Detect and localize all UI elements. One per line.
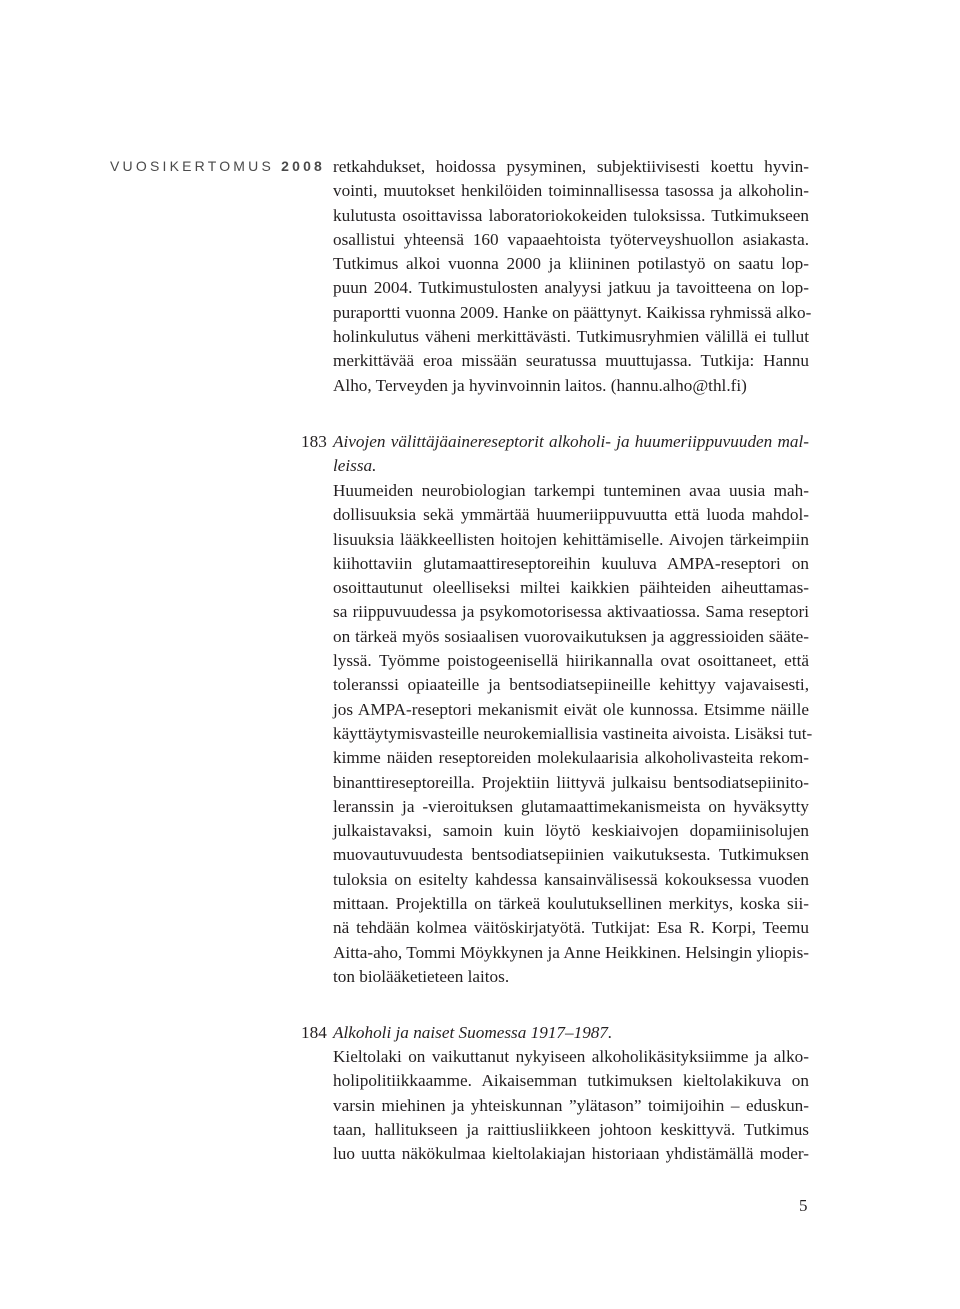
entry-183-line: on tärkeä myös sosiaalisen vuorovaikutuksen ja aggressioiden säätе- [333, 626, 809, 646]
entry-183-line: käyttäytymisvasteille neurokemiallisia vastineita aivoista. Lisäksi tut- [333, 723, 813, 743]
entry-184-line: varsin miehinen ja yhteiskunnan ”ylätason” toimijoihin – eduskun- [333, 1095, 809, 1115]
page-number: 5 [799, 1196, 808, 1215]
entry-183-line: osoittautunut oleelliseksi miltei kaikkien päihteiden aiheuttamas- [333, 578, 809, 598]
entry-183-line: kiihottaviin glutamaattireseptoreihin kuuluva AMPA-reseptori on [333, 553, 809, 573]
intro-line: vointi, muutokset henkilöiden toiminnallisessa tasossa ja alkoholin- [333, 181, 809, 201]
entry-183-line: nä tehdään kolmea väitöskirjatyötä. Tutkijat: Esa R. Korpi, Teemu [333, 918, 809, 938]
entry-183-line: dollisuuksia sekä ymmärtää huumeriippuvuutta että luoda mahdol- [333, 505, 809, 525]
running-head-title: VUOSIKERTOMUS [110, 158, 274, 174]
intro-line: retkahdukset, hoidossa pysyminen, subjektiivisesti koettu hyvin- [333, 157, 809, 176]
entry-183-title [333, 430, 809, 479]
entry-183-body [333, 479, 813, 989]
running-head-year: 2008 [281, 158, 326, 174]
intro-line: Tutkimus alkoi vuonna 2000 ja kliininen potilastyö on saatu lop- [333, 254, 809, 274]
entry-183-line: binanttireseptoreilla. Projektiin liittyvä julkaisu bentsodiatsepiinito- [333, 772, 809, 792]
intro-line: puun 2004. Tutkimustulosten analyysi jatkuu ja tavoitteena on lop- [333, 278, 809, 298]
entry-184-number: 184 [301, 1023, 327, 1042]
entry-184-line: taan, hallitukseen ja raittiusliikkeen johtoon keskittyvä. Tutkimus [333, 1119, 809, 1139]
entry-183-line: muovautuvuudesta bentsodiatsepiinien vaikutuksesta. Tutkimuksen [333, 845, 809, 865]
entry-184-body [333, 1045, 809, 1166]
entry-183-line: Huumeiden neurobiologian tarkempi tunteminen avaa uusia mah- [333, 481, 809, 500]
intro-line: Alho, Terveyden ja hyvinvoinnin laitos. (hannu.alho@thl.fi) [333, 375, 747, 395]
running-head [110, 158, 325, 174]
entry-183-line: Aitta-aho, Tommi Möykkynen ja Anne Heikkinen. Helsingin yliopis- [333, 942, 809, 962]
intro-line: osallistui yhteensä 160 vapaaehtoista työterveyshuollon asiakasta. [333, 229, 809, 249]
entry-183-line: tuloksia on esitelty kahdessa kansainvälisessä kokouksessa vuoden [333, 869, 809, 889]
entry-183-line: lyssä. Työmme poistogeenisellä hiirikannalla ovat osoittaneet, että [333, 651, 809, 671]
entry-184-line: luo uutta näkökulmaa kieltolakiajan historiaan yhdistämällä moder- [333, 1144, 809, 1164]
intro-line: puraportti vuonna 2009. Hanke on päättynyt. Kaikissa ryhmissä alko- [333, 302, 812, 322]
intro-line: merkittävää eroa missään seuratussa muuttujassa. Tutkija: Hannu [333, 351, 809, 371]
entry-183-title-line: leissa. [333, 456, 377, 476]
entry-184-title-line: Alkoholi ja naiset Suomessa 1917–1987. [333, 1023, 613, 1042]
entry-183-line: ton biolääketieteen laitos. [333, 966, 510, 986]
entry-183-line: jos AMPA-reseptori mekanismit eivät ole kunnossa. Etsimme näille [333, 699, 809, 719]
entry-183-line: kimme näiden reseptoreiden molekulaarisia alkoholivasteita rekom- [333, 748, 809, 768]
entry-183-line: julkaistavaksi, samoin kuin löytö keskiaivojen dopamiinisolujen [333, 821, 809, 841]
entry-183-line: toleranssi opiaateille ja bentsodiatsepiineille kehittyy vajavaisesti, [333, 675, 809, 695]
entry-183-title-line: Aivojen välittäjäainereseptorit alkoholi- ja huumeriippuvuuden mal- [333, 432, 809, 451]
entry-183-line: lisuuksia lääkkeellisten hoitojen kehittämiselle. Aivojen tärkeimpiin [333, 529, 809, 549]
entry-184-line: Kieltolaki on vaikuttanut nykyiseen alkoholikäsityksiimme ja alko- [333, 1047, 809, 1066]
intro-paragraph [333, 155, 812, 398]
entry-183-line: mittaan. Projektilla on tärkeä koulutuksellinen merkitys, koska sii- [333, 894, 809, 914]
entry-183-number: 183 [301, 432, 327, 451]
entry-183-line: leranssin ja -vieroituksen glutamaattimekanismeista on hyväksytty [333, 796, 809, 816]
entry-183-line: sa riippuvuudessa ja psykomotorisessa aktivaatiossa. Sama reseptori [333, 602, 809, 622]
entry-184-title [333, 1021, 809, 1045]
intro-line: holinkulutus väheni merkittävästi. Tutkimusryhmien välillä ei tullut [333, 327, 809, 347]
intro-line: kulutusta osoittavissa laboratoriokokeiden tuloksissa. Tutkimukseen [333, 205, 809, 225]
entry-184-line: holipolitiikkaamme. Aikaisemman tutkimuksen kieltolakikuva on [333, 1071, 809, 1091]
